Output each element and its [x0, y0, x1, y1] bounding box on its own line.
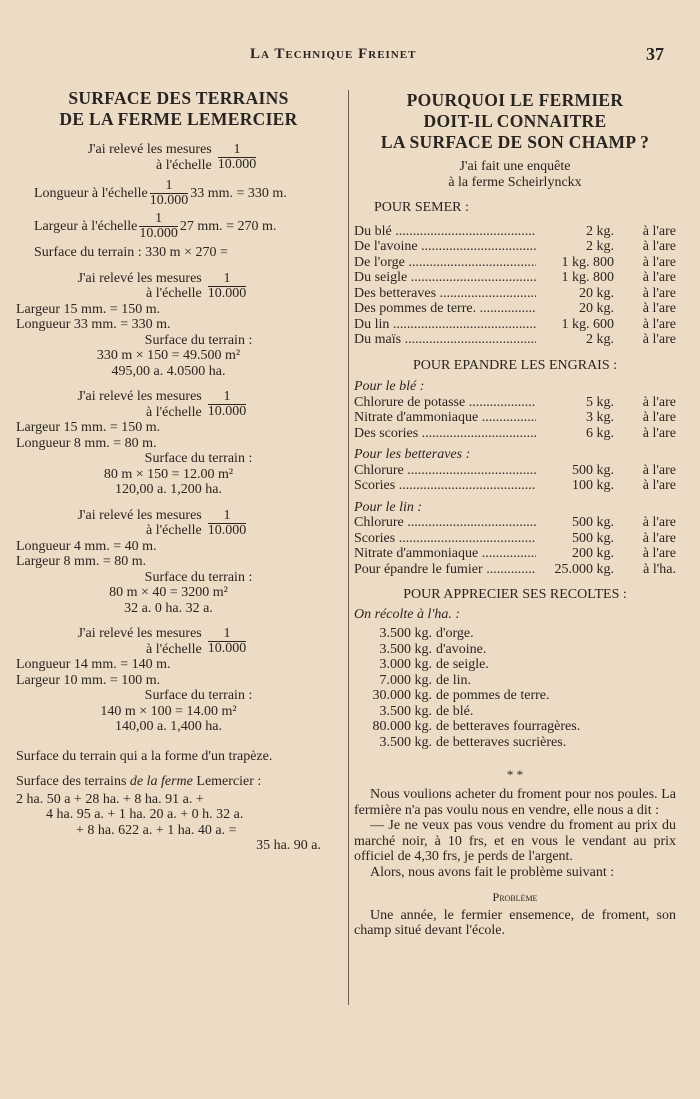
row-qty: 2 kg. [586, 223, 614, 239]
longueur-line: Longueur à l'échelle $\frac{1}{10.000}$ 33 mm. = 330 m. [34, 178, 287, 208]
row-unit: à l'are [642, 285, 676, 301]
measure-header [16, 271, 341, 302]
measure-label: J'ai relevé les mesures [77, 507, 202, 523]
row-item: Chlorure ..... [354, 463, 536, 479]
engrais-group-title: Pour les betteraves : [354, 447, 471, 462]
paragraph: Nous voulions acheter du froment pour nos poules. La fermière n'a pas voulu nous en vendre, elle nous a dit : [354, 787, 676, 818]
recoltes-list [354, 626, 676, 750]
measure-label: J'ai relevé les mesures [77, 626, 202, 641]
scale-label: à l'échelle [146, 523, 202, 538]
row-qty: 1 kg. 800 [561, 254, 614, 270]
recolte-item: de betteraves fourragères. [436, 719, 581, 734]
table-row [354, 317, 676, 333]
row-qty: 20 kg. [579, 285, 614, 301]
measure-block [16, 271, 341, 380]
list-item [354, 735, 676, 751]
row-item: Du lin ..... [354, 317, 536, 333]
scale-fraction: $\frac{1}{10.000}$ [217, 142, 257, 172]
recolte-item: de pommes de terre. [436, 688, 550, 703]
row-item: De l'avoine ..... [354, 239, 536, 255]
table-row [354, 463, 676, 479]
row-qty: 500 kg. [572, 515, 614, 530]
surface-label: Surface du terrain : [144, 569, 253, 585]
intro-measure: J'ai relevé les mesures à l'échelle $\frac{1}{10.000}$ [87, 142, 257, 173]
measure-line: Largeur 15 mm. = 150 m. [16, 301, 161, 317]
paragraph: — Je ne veux pas vous vendre du froment au prix du marché noir, à 10 frs, et en vous le vendant au prix officiel de 4,30 frs, je perds de l'argent. [354, 818, 676, 864]
row-unit: à l'are [642, 394, 676, 410]
right-column [354, 90, 676, 939]
row-qty: 2 kg. [586, 239, 614, 254]
row-item: De l'orge ..... [354, 255, 536, 271]
probleme-heading: Problème [492, 890, 538, 904]
row-unit: à l'are [642, 254, 676, 270]
surface-calc: 80 m × 150 = 12.00 m² [103, 466, 234, 482]
measure-line: Longueur 4 mm. = 40 m. [16, 538, 157, 554]
row-item: Pour épandre le fumier ..... [354, 562, 536, 578]
left-title: SURFACE DES TERRAINS DE LA FERME LEMERCIER [59, 88, 298, 129]
scale-fraction: $\frac{1}{10.000}$ [207, 270, 247, 301]
measure-line: Longueur 33 mm. = 330 m. [16, 317, 171, 332]
recolte-item: de betteraves sucrières. [436, 734, 567, 750]
row-unit: à l'are [642, 425, 676, 441]
scale-fraction: $\frac{1}{10.000}$ [207, 389, 247, 419]
surface-label: Surface du terrain : [144, 688, 253, 703]
column-divider [348, 90, 349, 1005]
enquete: J'ai fait une enquête à la ferme Scheirlynckx [448, 159, 582, 190]
list-item [354, 719, 676, 735]
semer-heading: POUR SEMER : [374, 200, 469, 215]
row-item: Du seigle ..... [354, 270, 536, 286]
recolte-qty: 3.500 kg. [379, 626, 432, 641]
row-item: Chlorure de potasse ..... [354, 395, 536, 411]
row-unit: à l'are [642, 270, 676, 285]
row-unit: à l'are [642, 301, 676, 316]
largeur-line: Largeur à l'échelle $\frac{1}{10.000}$ 27 mm. = 270 m. [34, 211, 277, 241]
measure-block [16, 508, 341, 617]
recolte-item: de seigle. [436, 657, 489, 672]
paragraph: Alors, nous avons fait le problème suivant : [370, 864, 615, 880]
left-column [16, 88, 341, 854]
recolte-qty: 3.500 kg. [379, 703, 432, 719]
row-item: Nitrate d'ammoniaque ..... [354, 410, 536, 426]
table-row [354, 286, 676, 302]
scale-label: à l'échelle [146, 286, 202, 301]
running-header [0, 46, 700, 70]
row-unit: à l'are [642, 332, 676, 347]
engrais-table [354, 379, 676, 577]
table-row [354, 239, 676, 255]
row-item: Scories ..... [354, 478, 536, 494]
row-unit: à l'are [642, 530, 676, 546]
measure-line: Largeur 8 mm. = 80 m. [16, 554, 147, 569]
table-row [354, 515, 676, 531]
running-title: La Technique Freinet [250, 46, 417, 62]
surface-label: Surface du terrain : [144, 332, 253, 348]
row-unit: à l'are [642, 462, 676, 478]
row-unit: à l'are [642, 478, 676, 493]
measure-line: Largeur 15 mm. = 150 m. [16, 420, 161, 435]
measure-block [16, 389, 341, 498]
measure-line: Largeur 10 mm. = 100 m. [16, 672, 161, 688]
total-lines: 2 ha. 50 a + 28 ha. + 8 ha. 91 a. + 4 ha. 95 a. + 1 ha. 20 a. + 0 h. 32 a. + 8 ha. 622 a. + 1 ha. 40 a. = 35 ha. 90 a. [16, 791, 321, 853]
row-qty: 200 kg. [572, 546, 614, 561]
row-qty: 20 kg. [579, 301, 614, 316]
page-number: 37 [646, 44, 664, 64]
surface-calc: 330 m × 150 = 49.500 m² [96, 348, 241, 363]
table-row [354, 270, 676, 286]
row-item: Des pommes de terre. ..... [354, 301, 536, 317]
recolte-item: d'avoine. [436, 641, 487, 657]
probleme-text: Une année, le fermier ensemence, de froment, son champ situé devant l'école. [354, 907, 676, 938]
list-item [354, 642, 676, 658]
list-item [354, 704, 676, 720]
story-paragraphs [354, 787, 676, 880]
recolte-qty: 3.000 kg. [379, 657, 432, 672]
recolte-qty: 30.000 kg. [372, 688, 432, 703]
recolte-item: d'orge. [436, 626, 474, 641]
measure-line: Longueur 14 mm. = 140 m. [16, 657, 171, 672]
row-unit: à l'are [642, 316, 676, 332]
measure-header [16, 508, 341, 539]
scale-fraction: $\frac{1}{10.000}$ [207, 507, 247, 538]
recolte-qty: 7.000 kg. [379, 672, 432, 688]
row-item: Du blé ..... [354, 224, 536, 240]
row-unit: à l'are [642, 223, 676, 239]
surface-line: Surface du terrain : 330 m × 270 = [34, 245, 228, 260]
surface-calc: 32 a. 0 ha. 32 a. [124, 600, 213, 616]
recolte-qty: 3.500 kg. [379, 734, 432, 750]
row-qty: 6 kg. [586, 425, 614, 441]
scale-label: à l'échelle [146, 404, 202, 420]
recoltes-heading: POUR APPRECIER SES RECOLTES : [403, 587, 627, 602]
list-item [354, 673, 676, 689]
surface-calc: 140 m × 100 = 14.00 m² [100, 703, 237, 719]
measure-label: J'ai relevé les mesures [77, 270, 202, 286]
right-title: POURQUOI LE FERMIER DOIT-IL CONNAITRE LA SURFACE DE SON CHAMP ? [380, 90, 650, 152]
table-row [354, 410, 676, 426]
row-qty: 2 kg. [586, 332, 614, 347]
measure-blocks [16, 271, 341, 735]
measure-label: J'ai relevé les mesures [77, 389, 202, 404]
scale-label: à l'échelle [146, 641, 202, 657]
list-item [354, 626, 676, 642]
row-qty: 500 kg. [572, 530, 614, 546]
engrais-heading: POUR EPANDRE LES ENGRAIS : [412, 357, 618, 373]
engrais-group-title: Pour le lin : [354, 499, 423, 515]
separator-stars: * * [506, 767, 524, 782]
row-qty: 1 kg. 600 [561, 316, 614, 332]
row-item: Chlorure ..... [354, 515, 536, 531]
scale-fraction: $\frac{1}{10.000}$ [207, 626, 247, 656]
row-qty: 25.000 kg. [554, 561, 614, 577]
row-item: Des scories ..... [354, 426, 536, 442]
row-qty: 500 kg. [572, 462, 614, 478]
measure-header [16, 389, 341, 420]
row-item: Des betteraves ..... [354, 286, 536, 302]
surface-calc: 495,00 a. 4.0500 ha. [111, 363, 226, 379]
table-row [354, 224, 676, 240]
row-item: Nitrate d'ammoniaque ..... [354, 546, 536, 562]
table-row [354, 562, 676, 578]
table-row [354, 426, 676, 442]
measure-header [16, 626, 341, 657]
row-unit: à l'are [642, 239, 676, 254]
surface-calc: 80 m × 40 = 3200 m² [109, 585, 228, 600]
row-qty: 5 kg. [586, 394, 614, 410]
row-qty: 100 kg. [572, 478, 614, 493]
list-item [354, 657, 676, 673]
list-item [354, 688, 676, 704]
recoltes-sub: On récolte à l'ha. : [354, 606, 461, 622]
row-unit: à l'are [642, 515, 676, 530]
row-item: Du maïs ..... [354, 332, 536, 348]
semer-table [354, 224, 676, 348]
total-intro: Surface des terrains de la ferme Lemercier : [16, 774, 262, 789]
recolte-item: de lin. [436, 672, 471, 688]
surface-label: Surface du terrain : [144, 451, 253, 466]
engrais-group-title: Pour le blé : [354, 379, 425, 394]
trapeze-line: Surface du terrain qui a la forme d'un trapèze. [16, 748, 273, 764]
table-row [354, 546, 676, 562]
row-unit: à l'are [642, 410, 676, 425]
table-row [354, 395, 676, 411]
row-unit: à l'are [642, 546, 676, 561]
row-qty: 1 kg. 800 [561, 270, 614, 285]
table-row [354, 478, 676, 494]
table-row [354, 531, 676, 547]
row-unit: à l'ha. [643, 561, 676, 577]
recolte-qty: 3.500 kg. [379, 641, 432, 657]
measure-line: Longueur 8 mm. = 80 m. [16, 435, 157, 451]
table-row [354, 332, 676, 348]
table-row [354, 301, 676, 317]
row-item: Scories ..... [354, 531, 536, 547]
surface-calc: 120,00 a. 1,200 ha. [115, 482, 222, 497]
row-qty: 3 kg. [586, 410, 614, 425]
recolte-item: de blé. [436, 703, 474, 719]
surface-calc: 140,00 a. 1,400 ha. [115, 719, 222, 734]
measure-block [16, 626, 341, 735]
table-row [354, 255, 676, 271]
recolte-qty: 80.000 kg. [372, 719, 432, 734]
